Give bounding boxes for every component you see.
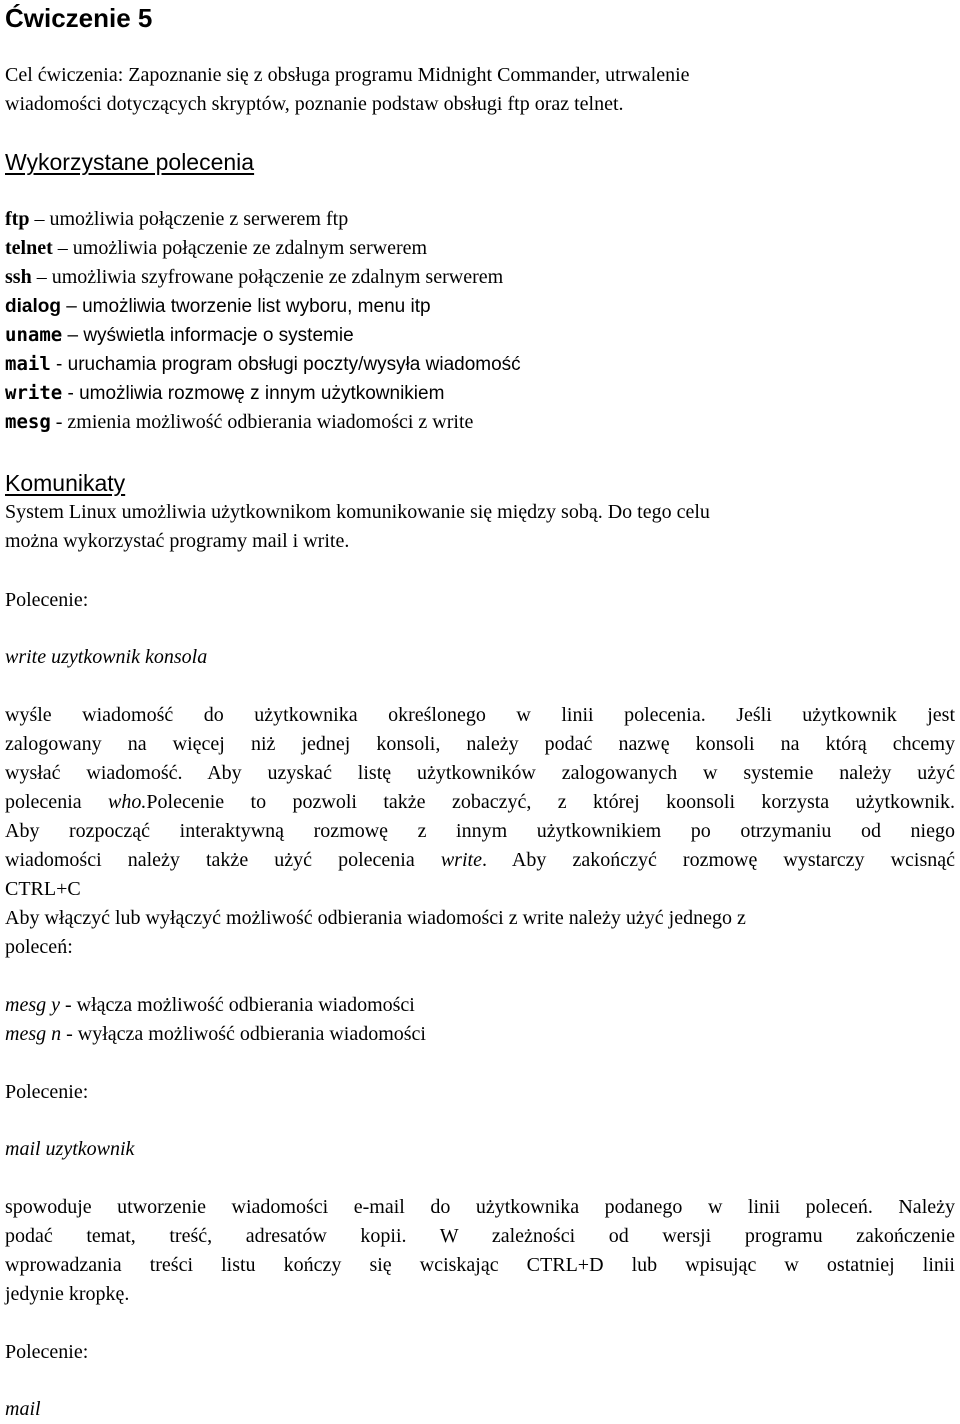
command-item: ssh – umożliwia szyfrowane połączenie ze zdalnym serwerem — [5, 266, 504, 288]
mesg-intro: Aby włączyć lub wyłączyć możliwość odbierania wiadomości z write należy użyć jednego z poleceń: — [5, 907, 746, 958]
command-item: telnet – umożliwia połączenie ze zdalnym serwerem — [5, 237, 428, 259]
last-command: mail — [5, 1398, 41, 1420]
exercise-goal: Cel ćwiczenia: Zapoznanie się z obsługa programu Midnight Commander, utrwalenie wiadomości dotyczących skryptów, poznanie podstaw obsługi ftp oraz telnet. — [5, 64, 690, 115]
mail-description: spowoduje utworzenie wiadomości e-mail do użytkownika podanego w linii poleceń. Należy podać temat, treść, adresatów kopii. W zależności od wersji programu zakończenie wprowadzania treści listu kończy się wciskając CTRL+D lub wpisując w ostatniej linii jedynie kropkę. — [5, 1196, 955, 1305]
command-item: write - umożliwia rozmowę z innym użytkownikiem — [5, 382, 445, 404]
polecenie-label: Polecenie: — [5, 1341, 89, 1363]
polecenie-label: Polecenie: — [5, 1081, 89, 1103]
polecenie-label: Polecenie: — [5, 589, 89, 611]
command-item: mail - uruchamia program obsługi poczty/wysyła wiadomość — [5, 353, 521, 375]
mesg-options — [5, 991, 955, 1049]
messages-heading: Komunikaty — [5, 470, 126, 496]
command-item: mesg - zmienia możliwość odbierania wiadomości z write — [5, 411, 474, 433]
commands-heading: Wykorzystane polecenia — [5, 149, 255, 175]
messages-intro: System Linux umożliwia użytkownikom komunikowanie się między sobą. Do tego celu można wykorzystać programy mail i write. — [5, 501, 710, 552]
command-item: uname – wyświetla informacje o systemie — [5, 324, 354, 346]
command-item: dialog – umożliwia tworzenie list wyboru, menu itp — [5, 296, 431, 317]
commands-list — [5, 205, 955, 437]
mesg-option: mesg y - włącza możliwość odbierania wiadomości — [5, 994, 415, 1016]
write-description: wyśle wiadomość do użytkownika określonego w linii polecenia. Jeśli użytkownik jest zalogowany na więcej niż jednej konsoli, należy podać nazwę konsoli na którą chcemy wysłać wiadomość. Aby uzyskać listę użytkowników zalogowanych w systemie należy użyć polecenia who.Polecenie to pozwoli także zobaczyć, z której koonsoli korzysta użytkownik. Aby rozpocząć interaktywną rozmowę z innym użytkownikiem po otrzymaniu od niego wiadomości należy także użyć polecenia write. Aby zakończyć rozmowę wystarczy wcisnąć CTRL+C — [5, 704, 956, 900]
write-command: write uzytkownik konsola — [5, 646, 208, 668]
mesg-option: mesg n - wyłącza możliwość odbierania wiadomości — [5, 1023, 426, 1045]
command-item: ftp – umożliwia połączenie z serwerem ftp — [5, 208, 349, 230]
mail-command: mail uzytkownik — [5, 1138, 135, 1160]
page-title: Ćwiczenie 5 — [5, 3, 153, 33]
